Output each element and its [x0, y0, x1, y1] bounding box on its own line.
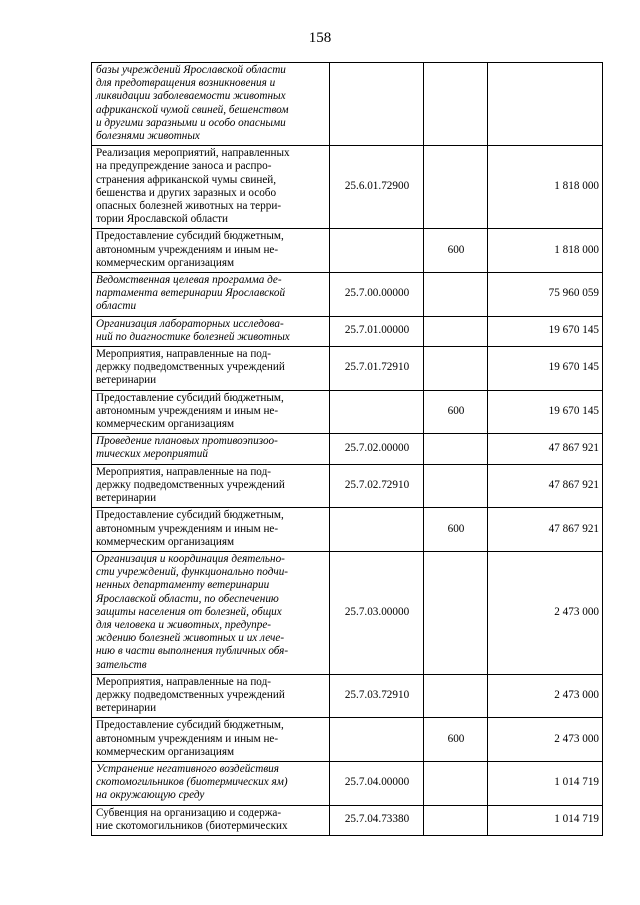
row-amount-cell: 47 867 921 — [488, 434, 603, 464]
row-code-cell — [330, 508, 424, 552]
table-row — [92, 347, 603, 391]
row-name-line: Ярославской области, по обеспечению — [96, 592, 279, 605]
row-name-line: скотомогильников (биотермических ям) — [96, 776, 288, 789]
table-row — [92, 464, 603, 508]
row-code-cell: 25.7.02.00000 — [330, 434, 424, 464]
row-expense-type-cell: 600 — [424, 508, 488, 552]
row-code-cell: 25.7.01.00000 — [330, 316, 424, 346]
budget-table — [91, 62, 603, 836]
row-expense-type-cell — [424, 805, 488, 835]
row-name-line: автономным учреждениям и иным не- — [96, 404, 279, 417]
row-amount-cell: 1 014 719 — [488, 761, 603, 805]
row-code-cell: 25.7.03.00000 — [330, 551, 424, 674]
row-name-cell — [92, 805, 330, 835]
row-expense-type-cell — [424, 273, 488, 317]
row-name-line: нию в части выполнения публичных обя- — [96, 645, 289, 658]
row-name-line: опасных болезней животных на терри- — [96, 200, 282, 213]
page-number: 158 — [308, 30, 332, 46]
row-name-line: держку подведомственных учреждений — [96, 478, 285, 491]
row-name-line: держку подведомственных учреждений — [96, 361, 285, 374]
row-amount-cell: 75 960 059 — [488, 273, 603, 317]
row-name-line: Мероприятия, направленные на под- — [96, 675, 271, 688]
row-name-line: и другими заразными и особо опасными — [96, 116, 286, 129]
row-code-cell — [330, 229, 424, 273]
row-amount-cell: 2 473 000 — [488, 718, 603, 762]
table-row — [92, 229, 603, 273]
row-name-line: автономным учреждениям и иным не- — [96, 522, 279, 535]
row-name-cell — [92, 674, 330, 718]
row-name-line: ний по диагностике болезней животных — [96, 330, 290, 343]
row-name-cell — [92, 347, 330, 391]
row-name-line: Мероприятия, направленные на под- — [96, 348, 271, 361]
row-expense-type-cell — [424, 551, 488, 674]
row-name-line: на предупреждение заноса и распро- — [96, 160, 272, 173]
row-amount-cell: 19 670 145 — [488, 347, 603, 391]
table-row — [92, 63, 603, 146]
row-name-cell — [92, 464, 330, 508]
row-expense-type-cell — [424, 63, 488, 146]
row-name-line: тории Ярославской области — [96, 213, 228, 226]
row-amount-cell: 19 670 145 — [488, 390, 603, 434]
table-row — [92, 805, 603, 835]
row-name-line: партамента ветеринарии Ярославской — [96, 287, 286, 300]
row-name-line: Организация и координация деятельно- — [96, 552, 285, 565]
table-row — [92, 674, 603, 718]
row-name-cell — [92, 390, 330, 434]
row-amount-cell: 1 818 000 — [488, 229, 603, 273]
row-name-line: Реализация мероприятий, направленных — [96, 147, 290, 160]
row-expense-type-cell: 600 — [424, 229, 488, 273]
row-name-line: сти учреждений, функционально подчи- — [96, 566, 289, 579]
row-name-cell — [92, 718, 330, 762]
budget-table-body — [92, 63, 603, 836]
row-name-cell — [92, 63, 330, 146]
row-name-line: автономным учреждениям и иным не- — [96, 243, 279, 256]
row-name-line: странения африканской чумы свиней, — [96, 173, 277, 186]
table-row — [92, 434, 603, 464]
row-name-line: Мероприятия, направленные на под- — [96, 465, 271, 478]
table-row — [92, 718, 603, 762]
row-expense-type-cell — [424, 347, 488, 391]
row-amount-cell: 1 818 000 — [488, 146, 603, 229]
table-row — [92, 390, 603, 434]
row-name-line: коммерческим организациям — [96, 256, 235, 269]
row-name-line: Проведение плановых противоэпизоо- — [96, 435, 278, 448]
table-row — [92, 316, 603, 346]
row-name-cell — [92, 434, 330, 464]
row-name-line: защиты населения от болезней, общих — [96, 605, 282, 618]
row-name-line: Предоставление субсидий бюджетным, — [96, 509, 284, 522]
row-name-line: коммерческим организациям — [96, 418, 235, 431]
row-name-line: бешенства и других заразных и особо — [96, 186, 277, 199]
row-expense-type-cell — [424, 434, 488, 464]
row-name-line: африканской чумой свиней, бешенством — [96, 103, 289, 116]
table-row — [92, 273, 603, 317]
row-name-cell — [92, 508, 330, 552]
row-name-line: Ведомственная целевая программа де- — [96, 274, 282, 287]
row-amount-cell: 2 473 000 — [488, 551, 603, 674]
row-code-cell — [330, 63, 424, 146]
row-name-line: ветеринарии — [96, 374, 157, 387]
row-name-line: держку подведомственных учреждений — [96, 688, 285, 701]
row-code-cell — [330, 390, 424, 434]
row-name-line: ветеринарии — [96, 702, 157, 715]
row-amount-cell — [488, 63, 603, 146]
row-name-line: Организация лабораторных исследова- — [96, 317, 284, 330]
row-name-line: базы учреждений Ярославской области — [96, 64, 286, 76]
row-name-line: ждению болезней животных и их лече- — [96, 632, 285, 645]
row-expense-type-cell — [424, 674, 488, 718]
row-name-cell — [92, 146, 330, 229]
row-expense-type-cell — [424, 146, 488, 229]
row-name-cell — [92, 761, 330, 805]
row-amount-cell: 47 867 921 — [488, 508, 603, 552]
row-name-line: ненных департаменту ветеринарии — [96, 579, 270, 592]
row-name-line: Предоставление субсидий бюджетным, — [96, 391, 284, 404]
row-expense-type-cell: 600 — [424, 390, 488, 434]
row-amount-cell: 47 867 921 — [488, 464, 603, 508]
table-row — [92, 508, 603, 552]
row-name-line: Субвенция на организацию и содержа- — [96, 806, 282, 819]
row-code-cell: 25.7.04.73380 — [330, 805, 424, 835]
row-name-line: Устранение негативного воздействия — [96, 762, 279, 775]
row-name-line: Предоставление субсидий бюджетным, — [96, 719, 284, 732]
row-name-line: зательств — [96, 658, 147, 671]
row-name-line: области — [96, 300, 137, 313]
row-amount-cell: 2 473 000 — [488, 674, 603, 718]
table-row — [92, 551, 603, 674]
row-name-line: коммерческим организациям — [96, 745, 235, 758]
row-name-line: для предотвращения возникновения и — [96, 77, 276, 90]
row-expense-type-cell — [424, 761, 488, 805]
row-name-cell — [92, 229, 330, 273]
row-name-line: ние скотомогильников (биотермических — [96, 819, 288, 832]
table-row — [92, 146, 603, 229]
row-code-cell: 25.7.03.72910 — [330, 674, 424, 718]
row-name-cell — [92, 273, 330, 317]
row-name-line: Предоставление субсидий бюджетным, — [96, 230, 284, 243]
row-name-line: болезнями животных — [96, 130, 200, 143]
row-name-line: на окружающую среду — [96, 789, 205, 802]
row-expense-type-cell: 600 — [424, 718, 488, 762]
row-amount-cell: 19 670 145 — [488, 316, 603, 346]
row-name-line: ветеринарии — [96, 492, 157, 505]
row-code-cell: 25.6.01.72900 — [330, 146, 424, 229]
row-amount-cell: 1 014 719 — [488, 805, 603, 835]
row-code-cell — [330, 718, 424, 762]
row-name-cell — [92, 551, 330, 674]
row-name-cell — [92, 316, 330, 346]
row-code-cell: 25.7.01.72910 — [330, 347, 424, 391]
row-name-line: автономным учреждениям и иным не- — [96, 732, 279, 745]
row-code-cell: 25.7.02.72910 — [330, 464, 424, 508]
row-name-line: тических мероприятий — [96, 448, 208, 461]
row-expense-type-cell — [424, 464, 488, 508]
row-name-line: коммерческим организациям — [96, 535, 235, 548]
row-name-line: для человека и животных, предупре- — [96, 618, 272, 631]
row-code-cell: 25.7.04.00000 — [330, 761, 424, 805]
row-expense-type-cell — [424, 316, 488, 346]
row-code-cell: 25.7.00.00000 — [330, 273, 424, 317]
row-name-line: ликвидации заболеваемости животных — [96, 90, 286, 103]
table-row — [92, 761, 603, 805]
